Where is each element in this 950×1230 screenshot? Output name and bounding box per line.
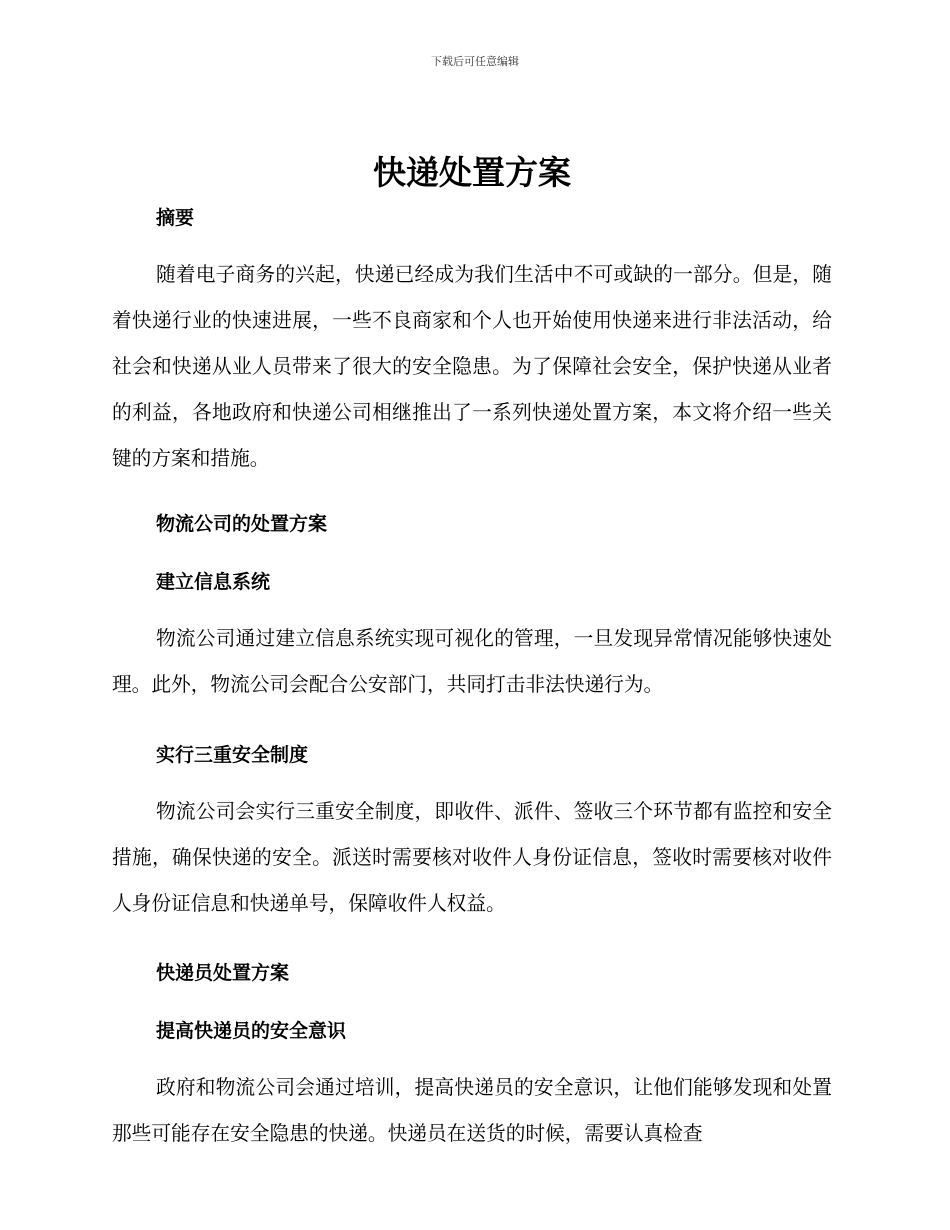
paragraph-triple-security: 物流公司会实行三重安全制度，即收件、派件、签收三个环节都有监控和安全措施，确保快递的安全。派送时需要核对收件人身份证信息，签收时需要核对收件人身份证信息和快递单号，保障收件人权益。	[112, 800, 832, 915]
document-title: 快递处置方案	[373, 153, 571, 192]
section-heading-logistics-plan: 物流公司的处置方案	[156, 513, 328, 535]
subsection-heading-safety-awareness: 提高快递员的安全意识	[156, 1020, 347, 1042]
paragraph-abstract: 随着电子商务的兴起，快递已经成为我们生活中不可或缺的一部分。但是，随着快递行业的快速进展，一些不良商家和个人也开始使用快递来进行非法活动，给社会和快递从业人员带来了很大的安全隐患。为了保障社会安全，保护快递从业者的利益，各地政府和快递公司相继推出了一系列快递处置方案，本文将介绍一些关键的方案和措施。	[112, 263, 832, 470]
section-heading-abstract: 摘要	[156, 207, 195, 229]
paragraph-info-system: 物流公司通过建立信息系统实现可视化的管理，一旦发现异常情况能够快速处理。此外，物流公司会配合公安部门，共同打击非法快递行为。	[112, 627, 832, 696]
document-body	[112, 146, 832, 1157]
section-heading-courier-plan: 快递员处置方案	[156, 962, 290, 984]
paragraph-safety-awareness: 政府和物流公司会通过培训，提高快递员的安全意识，让他们能够发现和处置那些可能存在安全隐患的快递。快递员在送货的时候，需要认真检查	[112, 1076, 832, 1145]
subsection-heading-triple-security: 实行三重安全制度	[156, 744, 309, 766]
subsection-heading-info-system: 建立信息系统	[156, 571, 271, 593]
page-header-note: 下载后可任意编辑	[431, 55, 519, 68]
